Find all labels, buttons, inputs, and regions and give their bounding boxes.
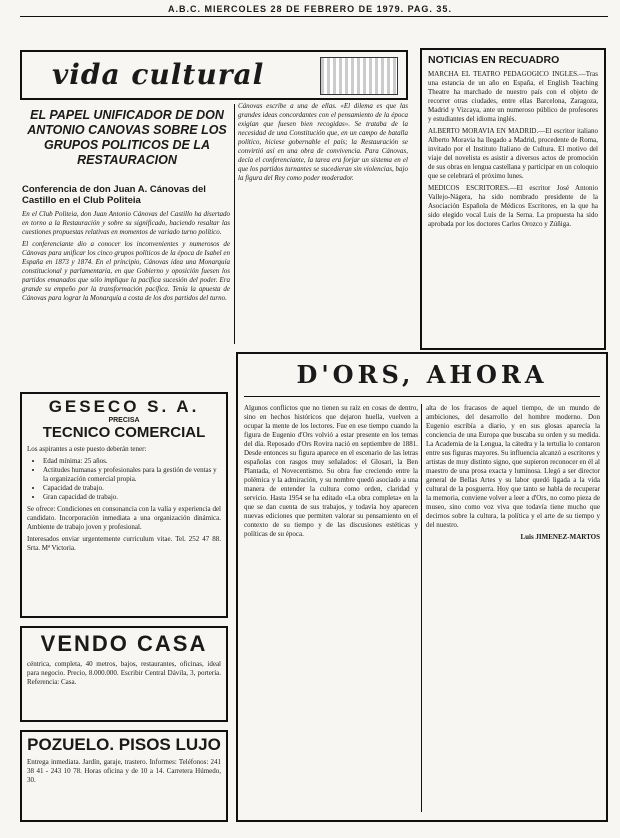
news-item: MARCHA EL TEATRO PEDAGOGICO INGLES.—Tras una estancia de un año en España, el English Teaching Theatre ha marchado de nuestro país con el objeto de recorrer otras ciudades, entre ellas Barcelona, Zaragoza, Madrid y Vizcaya, ante un numeroso público de profesores y estudiantes del idioma inglés. [428, 70, 598, 123]
vendo-title: VENDO CASA [40, 631, 208, 656]
geseco-needs: PRECISA [108, 417, 140, 424]
dors-title: D'ORS, AHORA [296, 360, 548, 389]
geseco-role: TECNICO COMERCIAL [42, 424, 206, 441]
geseco-company: GESECO S. A. [48, 397, 200, 416]
requirement-item: • Edad mínima: 25 años. [43, 457, 221, 466]
news-title: NOTICIAS EN RECUADRO [428, 54, 560, 66]
geseco-requirements [27, 457, 221, 502]
dors-column-divider [421, 404, 422, 812]
section-title: vida cultural [52, 58, 265, 91]
vendo-casa-ad [20, 626, 228, 722]
page-header: A.B.C. MIERCOLES 28 DE FEBRERO DE 1979. PAG. 35. [168, 4, 452, 14]
article-continuation-text: Cánovas escribe a una de ellas. «El dilema es que las grandes ideas concordantes con el pensamiento de la época exigían que fuesen bien recogidas». Se trataba de la necesidad de una Constitución que, en un campo de batalla político, hiciese gobernable el país; la Restauración se convirtió así en una obra de convivencia. Para Cánovas, decía el conferenciante, la tarea era forjar un sistema en el que los partidos turnantes se sucedieran sin violencias, bajo la figura del Rey como poder moderador. [238, 102, 408, 182]
geseco-intro: Los aspirantes a este puesto deberán tener: [27, 445, 147, 453]
column-divider [234, 104, 235, 344]
news-item: MEDICOS ESCRITORES.—El escritor José Antonio Vallejo-Nágera, ha sido nombrado presidente de la Asociación Española de Médicos Escritores, en la que ha sido elegido vocal Luis de la Serna. La propuesta ha sido aprobada por los doctores Carlos Orozco y Zúñiga. [428, 184, 598, 228]
requirement-item: • Gran capacidad de trabajo. [43, 493, 221, 502]
article-body [22, 210, 230, 380]
requirement-item: • Actitudes humanas y profesionales para la gestión de ventas y la organización comercial propia. [43, 466, 221, 484]
vendo-body: céntrica, completa, 40 metros, bajos, restaurantes, oficinas, ideal para negocio. Precio, 8.000.000. Escribir Central Dávila, 3, portería. Referencia: Casa. [27, 660, 221, 686]
dors-column-2 [426, 404, 600, 816]
geseco-ad [20, 392, 228, 618]
dors-author: Luis JIMENEZ-MARTOS [520, 533, 600, 541]
news-box [420, 48, 606, 350]
article-continuation [238, 102, 408, 270]
article-headline: EL PAPEL UNIFICADOR DE DON ANTONIO CANOVAS SOBRE LOS GRUPOS POLITICOS DE LA RESTAURACION [27, 108, 227, 167]
dors-title-rule [244, 396, 600, 397]
dors-article [236, 352, 608, 822]
banner-illustration [320, 57, 398, 95]
dors-text-2: alta de los fracasos de aquel tiempo, de un mundo de ambiciones, del desarrollo del hombre moderno. Don Eugenio escribía a diario, y en sus glosas aparecía la conciencia de una Europa que buscaba su orden y su medida. La Academia de la Lengua, la cátedra y la tertulia lo contaron entre sus figuras mayores. Su influencia alcanzó a escritores y artistas de muy distinto signo, que supieron reconocer en él al maestro de una prosa exacta y luminosa. Llegó a ser director general de Bellas Artes y su labor quedó ligada a la vida cultural de la posguerra. Hoy que tanto se habla de recuperar la memoria, conviene volver a leer a d'Ors, no como pieza de museo, sino como voz viva que todavía tiene mucho que decirnos sobre la cultura, la política y el arte de su tiempo y del nuestro. [426, 404, 600, 529]
dors-column-1 [244, 404, 418, 816]
article-lead: En el Club Politeia, don Juan Antonio Cánovas del Castillo ha disertado en torno a la Restauración y sobre su significado, haciendo resaltar las cuestiones propuestas relativas en momentos de variado turno político. [22, 210, 230, 236]
article-text: El conferenciante dio a conocer los inconvenientes y numerosos de Cánovas para unificar los cinco grupos políticos de la época de Isabel en España en 1873 y 1874. En el principio, Cánovas idea una Monarquía constitucional y parlamentaria, en que Gobierno y oposición fuesen los partidos emanados que sólo implique la pacífica sucesión del poder. Era grande su empeño por la transformación pacífica. Tenía la apuesta de Cánovas para lograr la Monarquía a costa de los dos partidos del turno. [22, 240, 230, 302]
requirement-item: • Capacidad de trabajo. [43, 484, 221, 493]
geseco-contact: Interesados enviar urgentemente curriculum vitae. Tel. 252 47 88. Srta. Mª Victoria. [27, 535, 221, 552]
dors-text-1: Algunos conflictos que no tienen su raíz en cosas de dentro, sino en hechos históricos que dejaron huella, vuelven a ocupar la mente de los lectores. Fue en ese tiempo cuando la figura de Eugenio d'Ors volvió a estar presente en los temas del día. Reposado d'Ors Rovira nació en septiembre de 1881. Desde entonces su figura aparece en el escenario de las letras españolas con rasgos muy señalados: el Glosari, la Ben Plantada, el Novecentismo. Su obra fue creciendo entre la polémica y la admiración, y su nombre quedó asociado a una manera de entender la cultura como orden, claridad y servicio. Hasta 1954 se ha editado «La obra completa» en la que se dan cuenta de sus trabajos, y todavía hoy aparecen nuevas ediciones que permiten valorar su pensamiento en el contexto de su tiempo y de las discusiones estéticas y políticas de su época. [244, 404, 418, 538]
section-banner [20, 50, 408, 100]
article-subhead: Conferencia de don Juan A. Cánovas del Castillo en el Club Politeia [22, 184, 206, 206]
pozuelo-ad [20, 730, 228, 822]
pozuelo-title: POZUELO. PISOS LUJO [27, 735, 221, 754]
header-rule [20, 16, 608, 17]
pozuelo-body: Entrega inmediata. Jardín, garaje, trastero. Informes: Teléfonos: 241 38 41 - 243 10 78. Horas oficina y de 10 a 14. Carretera Húmedo, 30. [27, 758, 221, 784]
news-item: ALBERTO MORAVIA EN MADRID.—El escritor italiano Alberto Moravia ha llegado a Madrid, procedente de Roma, invitado por el Instituto Italiano de Cultura. El motivo del viaje del novelista es asistir a diversos actos de promoción de sus obras en lengua castellana y participar en un coloquio que se celebrará el próximo lunes. [428, 127, 598, 180]
geseco-offer: Se ofrece: Condiciones en consonancia con la valía y experiencia del candidato. Incorporación inmediata a una organización dinámica. Ambiente de trabajo joven y profesional. [27, 505, 221, 531]
